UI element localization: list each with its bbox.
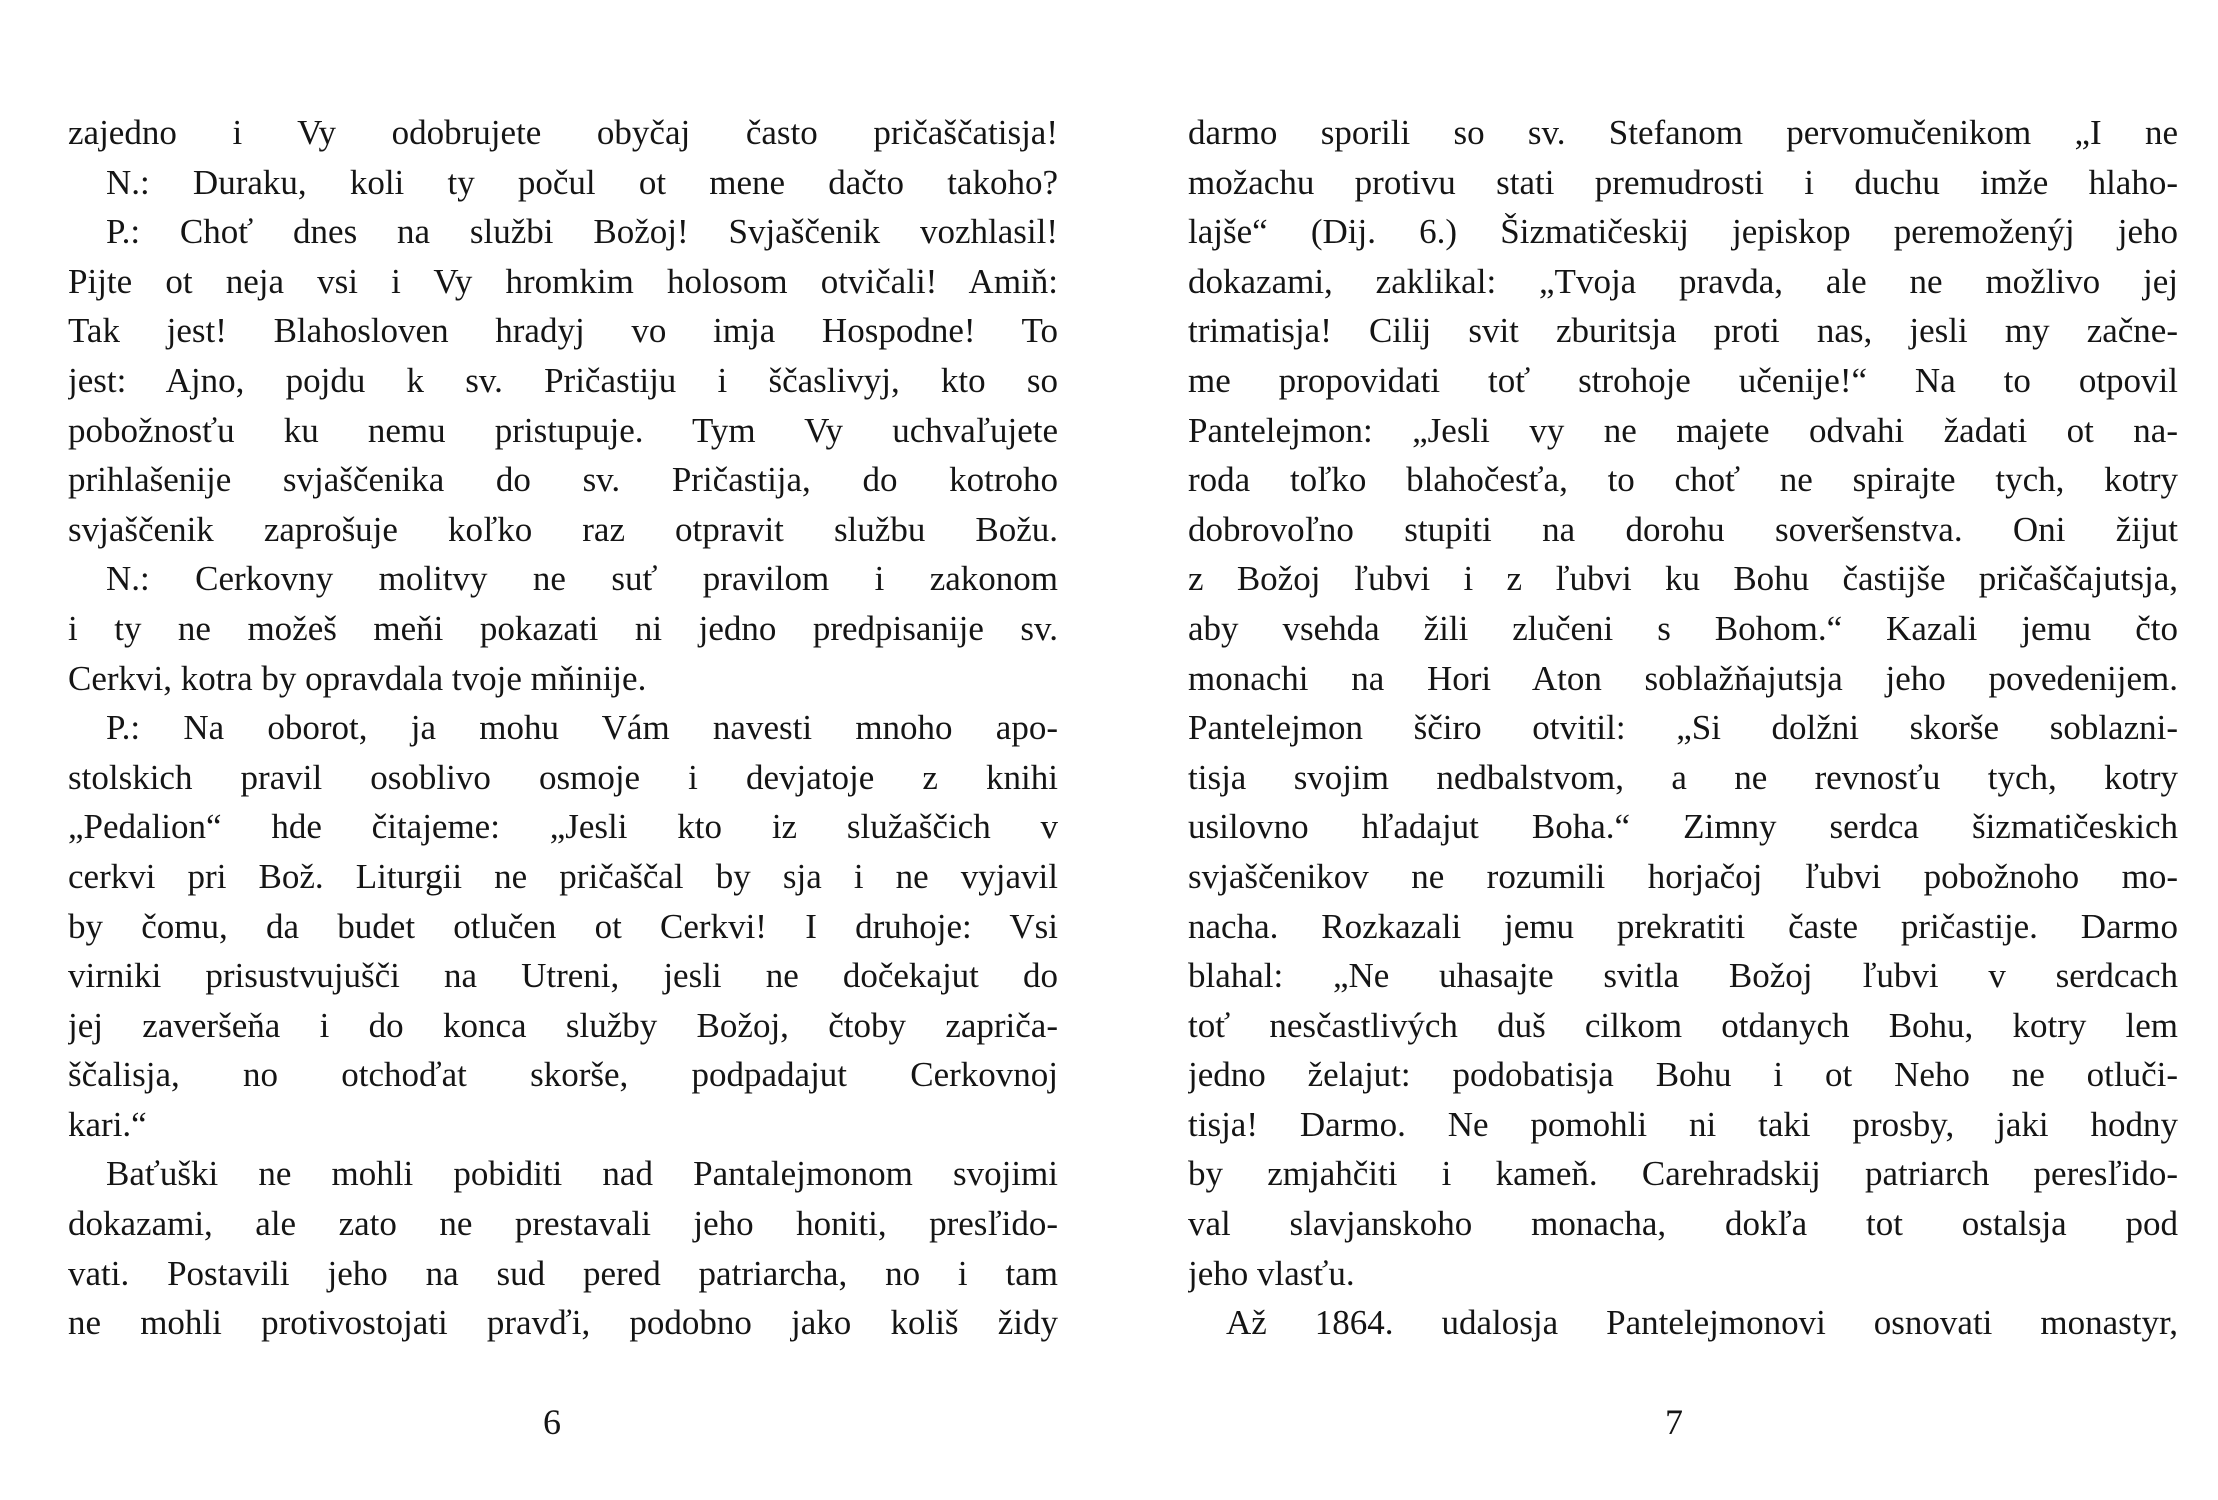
text-line: stolskich pravil osoblivo osmoje i devjatoje z knihi bbox=[68, 757, 1058, 797]
text-line: svjaščenik zaprošuje koľko raz otpravit službu Božu. bbox=[68, 509, 1058, 549]
text-line: Pantelejmon: „Jesli vy ne majete odvahi žadati ot na- bbox=[1188, 410, 2178, 450]
text-line: tisja svojim nedbalstvom, a ne revnosťu tych, kotry bbox=[1188, 757, 2178, 797]
text-line: jedno želajut: podobatisja Bohu i ot Neho ne otluči- bbox=[1188, 1055, 2178, 1095]
text-line: by čomu, da budet otlučen ot Cerkvi! I druhoje: Vsi bbox=[68, 906, 1058, 946]
text-line: virniki prisustvujušči na Utreni, jesli ne dočekajut do bbox=[68, 956, 1058, 996]
text-line: „Pedalion“ hde čitajeme: „Jesli kto iz služaščich v bbox=[68, 807, 1058, 847]
text-line: val slavjanskoho monacha, dokľa tot ostalsja pod bbox=[1188, 1204, 2178, 1244]
text-line: Tak jest! Blahosloven hradyj vo imja Hospodne! To bbox=[68, 311, 1058, 351]
text-line: lajše“ (Dij. 6.) Šizmatičeskij jepiskop peremoženýj jeho bbox=[1188, 212, 2178, 252]
text-line: prihlašenije svjaščenika do sv. Pričastija, do kotroho bbox=[68, 460, 1058, 500]
text-line: dobrovoľno stupiti na dorohu soveršenstva. Oni žijut bbox=[1188, 509, 2178, 549]
text-line: darmo sporili so sv. Stefanom pervomučenikom „I ne bbox=[1188, 113, 2178, 152]
text-line: toť nesčastlivých duš cilkom otdanych Bohu, kotry lem bbox=[1188, 1005, 2178, 1045]
text-line: aby vsehda žili zlučeni s Bohom.“ Kazali jemu čto bbox=[1188, 608, 2178, 648]
text-line: P.: Na oborot, ja mohu Vám navesti mnoho apo- bbox=[106, 708, 1058, 748]
text-line: roda toľko blahočesťa, to choť ne spirajte tych, kotry bbox=[1188, 460, 2178, 500]
text-line: jej zaveršeňa i do konca služby Božoj, čtoby zapriča- bbox=[68, 1005, 1058, 1045]
text-line: i ty ne možeš meňi pokazati ni jedno predpisanije sv. bbox=[68, 608, 1058, 648]
text-line: Baťuški ne mohli pobiditi nad Pantalejmonom svojimi bbox=[106, 1154, 1058, 1194]
right-page-text bbox=[1188, 108, 2178, 1348]
text-line: Pantelejmon ščiro otvitil: „Si dolžni skorše soblazni- bbox=[1188, 708, 2178, 748]
text-line: Až 1864. udalosja Pantelejmonovi osnovati monastyr, bbox=[1226, 1303, 2178, 1343]
text-line: N.: Duraku, koli ty počul ot mene dačto takoho? bbox=[106, 162, 1058, 202]
text-line: jeho vlasťu. bbox=[1188, 1253, 1355, 1293]
text-line: nacha. Rozkazali jemu prekratiti časte pričastije. Darmo bbox=[1188, 906, 2178, 946]
text-line: by zmjahčiti i kameň. Carehradskij patriarch peresľido- bbox=[1188, 1154, 2178, 1194]
text-line: vati. Postavili jeho na sud pered patriarcha, no i tam bbox=[68, 1253, 1058, 1293]
text-line: kari.“ bbox=[68, 1104, 147, 1144]
text-line: tisja! Darmo. Ne pomohli ni taki prosby, jaki hodny bbox=[1188, 1104, 2178, 1144]
text-line: ščalisja, no otchoďat skorše, podpadajut Cerkovnoj bbox=[68, 1055, 1058, 1095]
text-line: N.: Cerkovny molitvy ne suť pravilom i zakonom bbox=[106, 559, 1058, 599]
text-line: ne mohli protivostojati pravďi, podobno jako koliš židy bbox=[68, 1303, 1058, 1343]
page-number-left: 6 bbox=[543, 1402, 561, 1442]
text-line: jest: Ajno, pojdu k sv. Pričastiju i ščaslivyj, kto so bbox=[68, 360, 1058, 400]
text-line: z Božoj ľubvi i z ľubvi ku Bohu častijše pričaščajutsja, bbox=[1188, 559, 2178, 599]
text-line: blahal: „Ne uhasajte svitla Božoj ľubvi v serdcach bbox=[1188, 956, 2178, 996]
text-line: zajedno i Vy odobrujete obyčaj často pričaščatisja! bbox=[68, 113, 1058, 152]
text-line: svjaščenikov ne rozumili horjačoj ľubvi pobožnoho mo- bbox=[1188, 856, 2178, 896]
text-line: me propovidati toť strohoje učenije!“ Na to otpovil bbox=[1188, 360, 2178, 400]
text-line: cerkvi pri Bož. Liturgii ne pričaščal by sja i ne vyjavil bbox=[68, 856, 1058, 896]
text-line: Pijte ot neja vsi i Vy hromkim holosom otvičali! Amiň: bbox=[68, 261, 1058, 301]
page-number-right: 7 bbox=[1665, 1402, 1683, 1442]
text-line: P.: Choť dnes na službi Božoj! Svjaščenik vozhlasil! bbox=[106, 212, 1058, 252]
text-line: dokazami, zaklikal: „Tvoja pravda, ale ne možlivo jej bbox=[1188, 261, 2178, 301]
text-line: monachi na Hori Aton soblažňajutsja jeho povedenijem. bbox=[1188, 658, 2178, 698]
text-line: pobožnosťu ku nemu pristupuje. Tym Vy uchvaľujete bbox=[68, 410, 1058, 450]
text-line: usilovno hľadajut Boha.“ Zimny serdca šizmatičeskich bbox=[1188, 807, 2178, 847]
text-line: trimatisja! Cilij svit zburitsja proti nas, jesli my začne- bbox=[1188, 311, 2178, 351]
text-line: možachu protivu stati premudrosti i duchu imže hlaho- bbox=[1188, 162, 2178, 202]
left-page-text bbox=[68, 108, 1058, 1348]
text-line: dokazami, ale zato ne prestavali jeho honiti, presľido- bbox=[68, 1204, 1058, 1244]
text-line: Cerkvi, kotra by opravdala tvoje mňinije. bbox=[68, 658, 647, 698]
